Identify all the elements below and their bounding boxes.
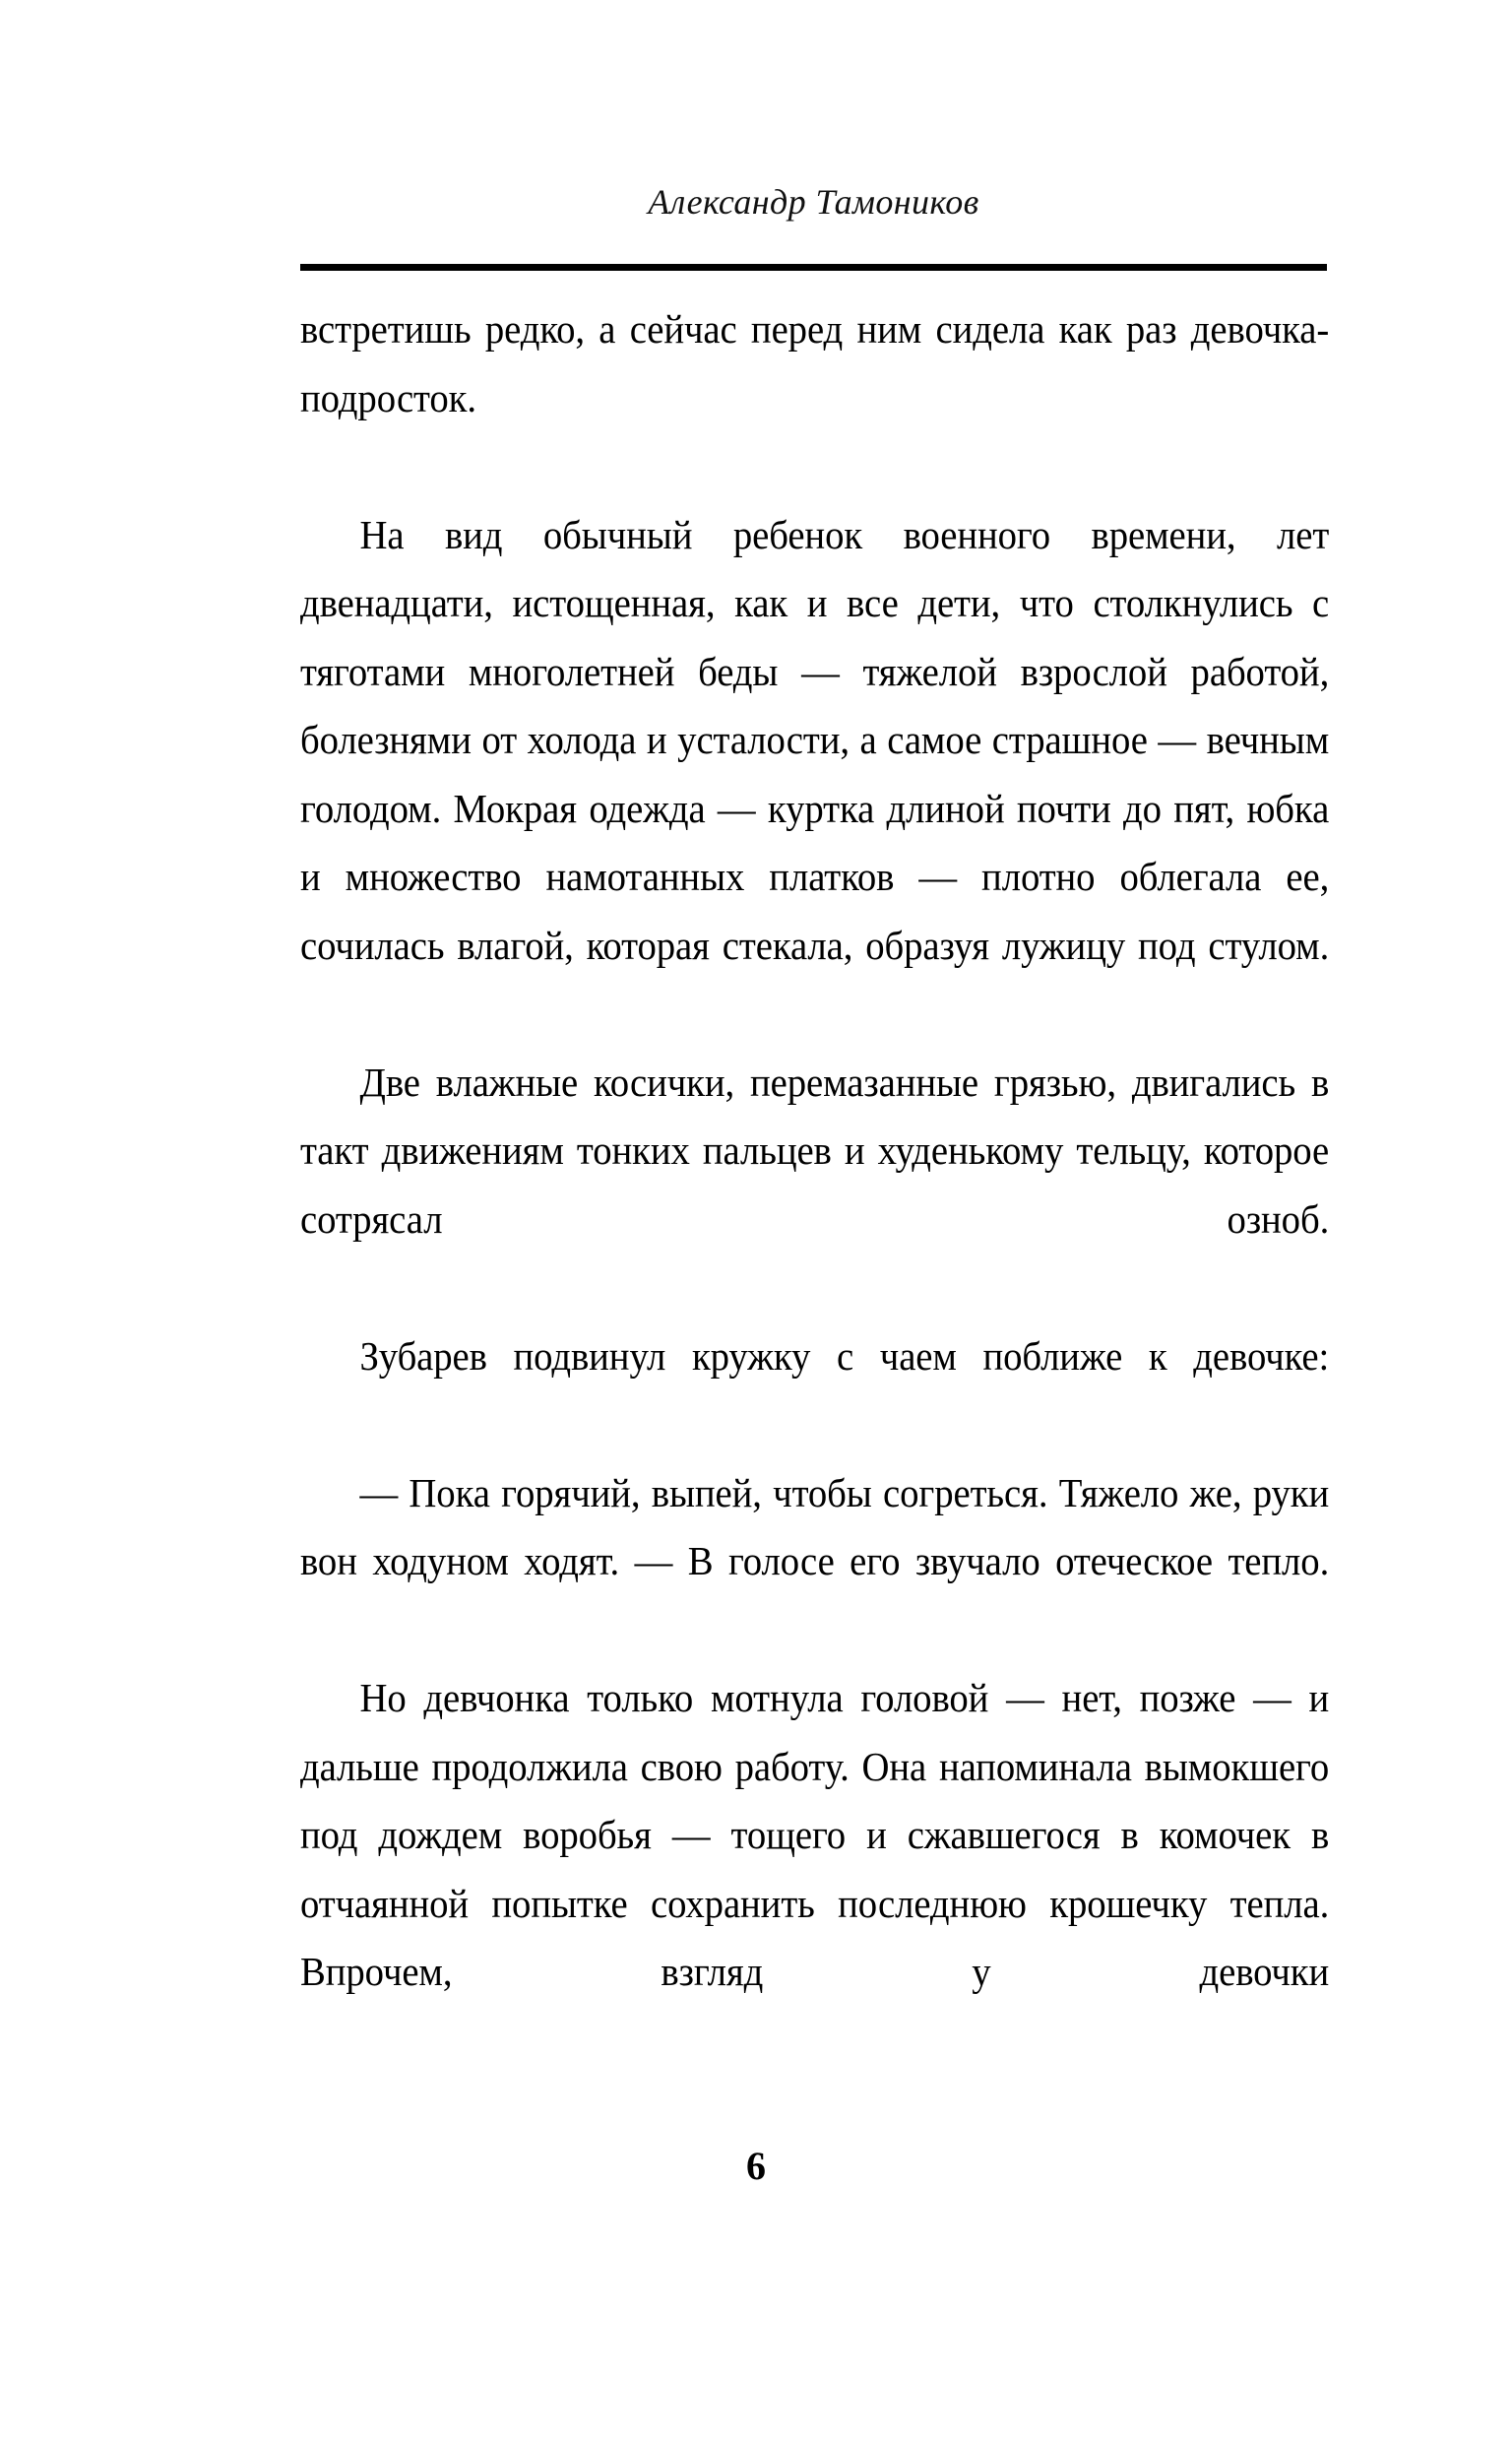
page-number: 6 <box>746 2144 766 2188</box>
paragraph: Но девчонка только мотнула головой — нет, позже — и дальше продолжила свою работу. Она напоминала вымокшего под дождем воробья — тощего и сжавшегося в комочек в отчаянной попытке сохранить последнюю крошечку тепла. Впрочем, взгляд у девочки <box>300 1675 1330 1994</box>
header-rule <box>300 264 1327 271</box>
running-head-author: Александр Тамоников <box>648 182 979 222</box>
paragraph: — Пока горячий, выпей, чтобы согреться. Тяжело же, руки вон ходуном ходят. — В голосе его звучало отеческое тепло. <box>300 1469 1330 1583</box>
paragraph: встретишь редко, а сейчас перед ним сидела как раз девочка-подросток. <box>300 306 1330 420</box>
paragraph: Две влажные косички, перемазанные грязью, двигались в такт движениям тонких пальцев и худенькому тельцу, которое сотрясал озноб. <box>300 1059 1330 1242</box>
paragraph: На вид обычный ребенок военного времени, лет двенадцати, истощенная, как и все дети, что столкнулись с тяготами многолетней беды — тяжелой взрослой работой, болезнями от холода и усталости, а самое страшное — вечным голодом. Мокрая одежда — куртка длиной почти до пят, юбка и множество намотанных платков — плотно облегала ее, сочилась влагой, которая стекала, образуя лужицу под стулом. <box>300 511 1330 968</box>
body-text-block <box>300 295 1329 2075</box>
paragraph: Зубарев подвинул кружку с чаем поближе к девочке: <box>359 1332 1330 1379</box>
